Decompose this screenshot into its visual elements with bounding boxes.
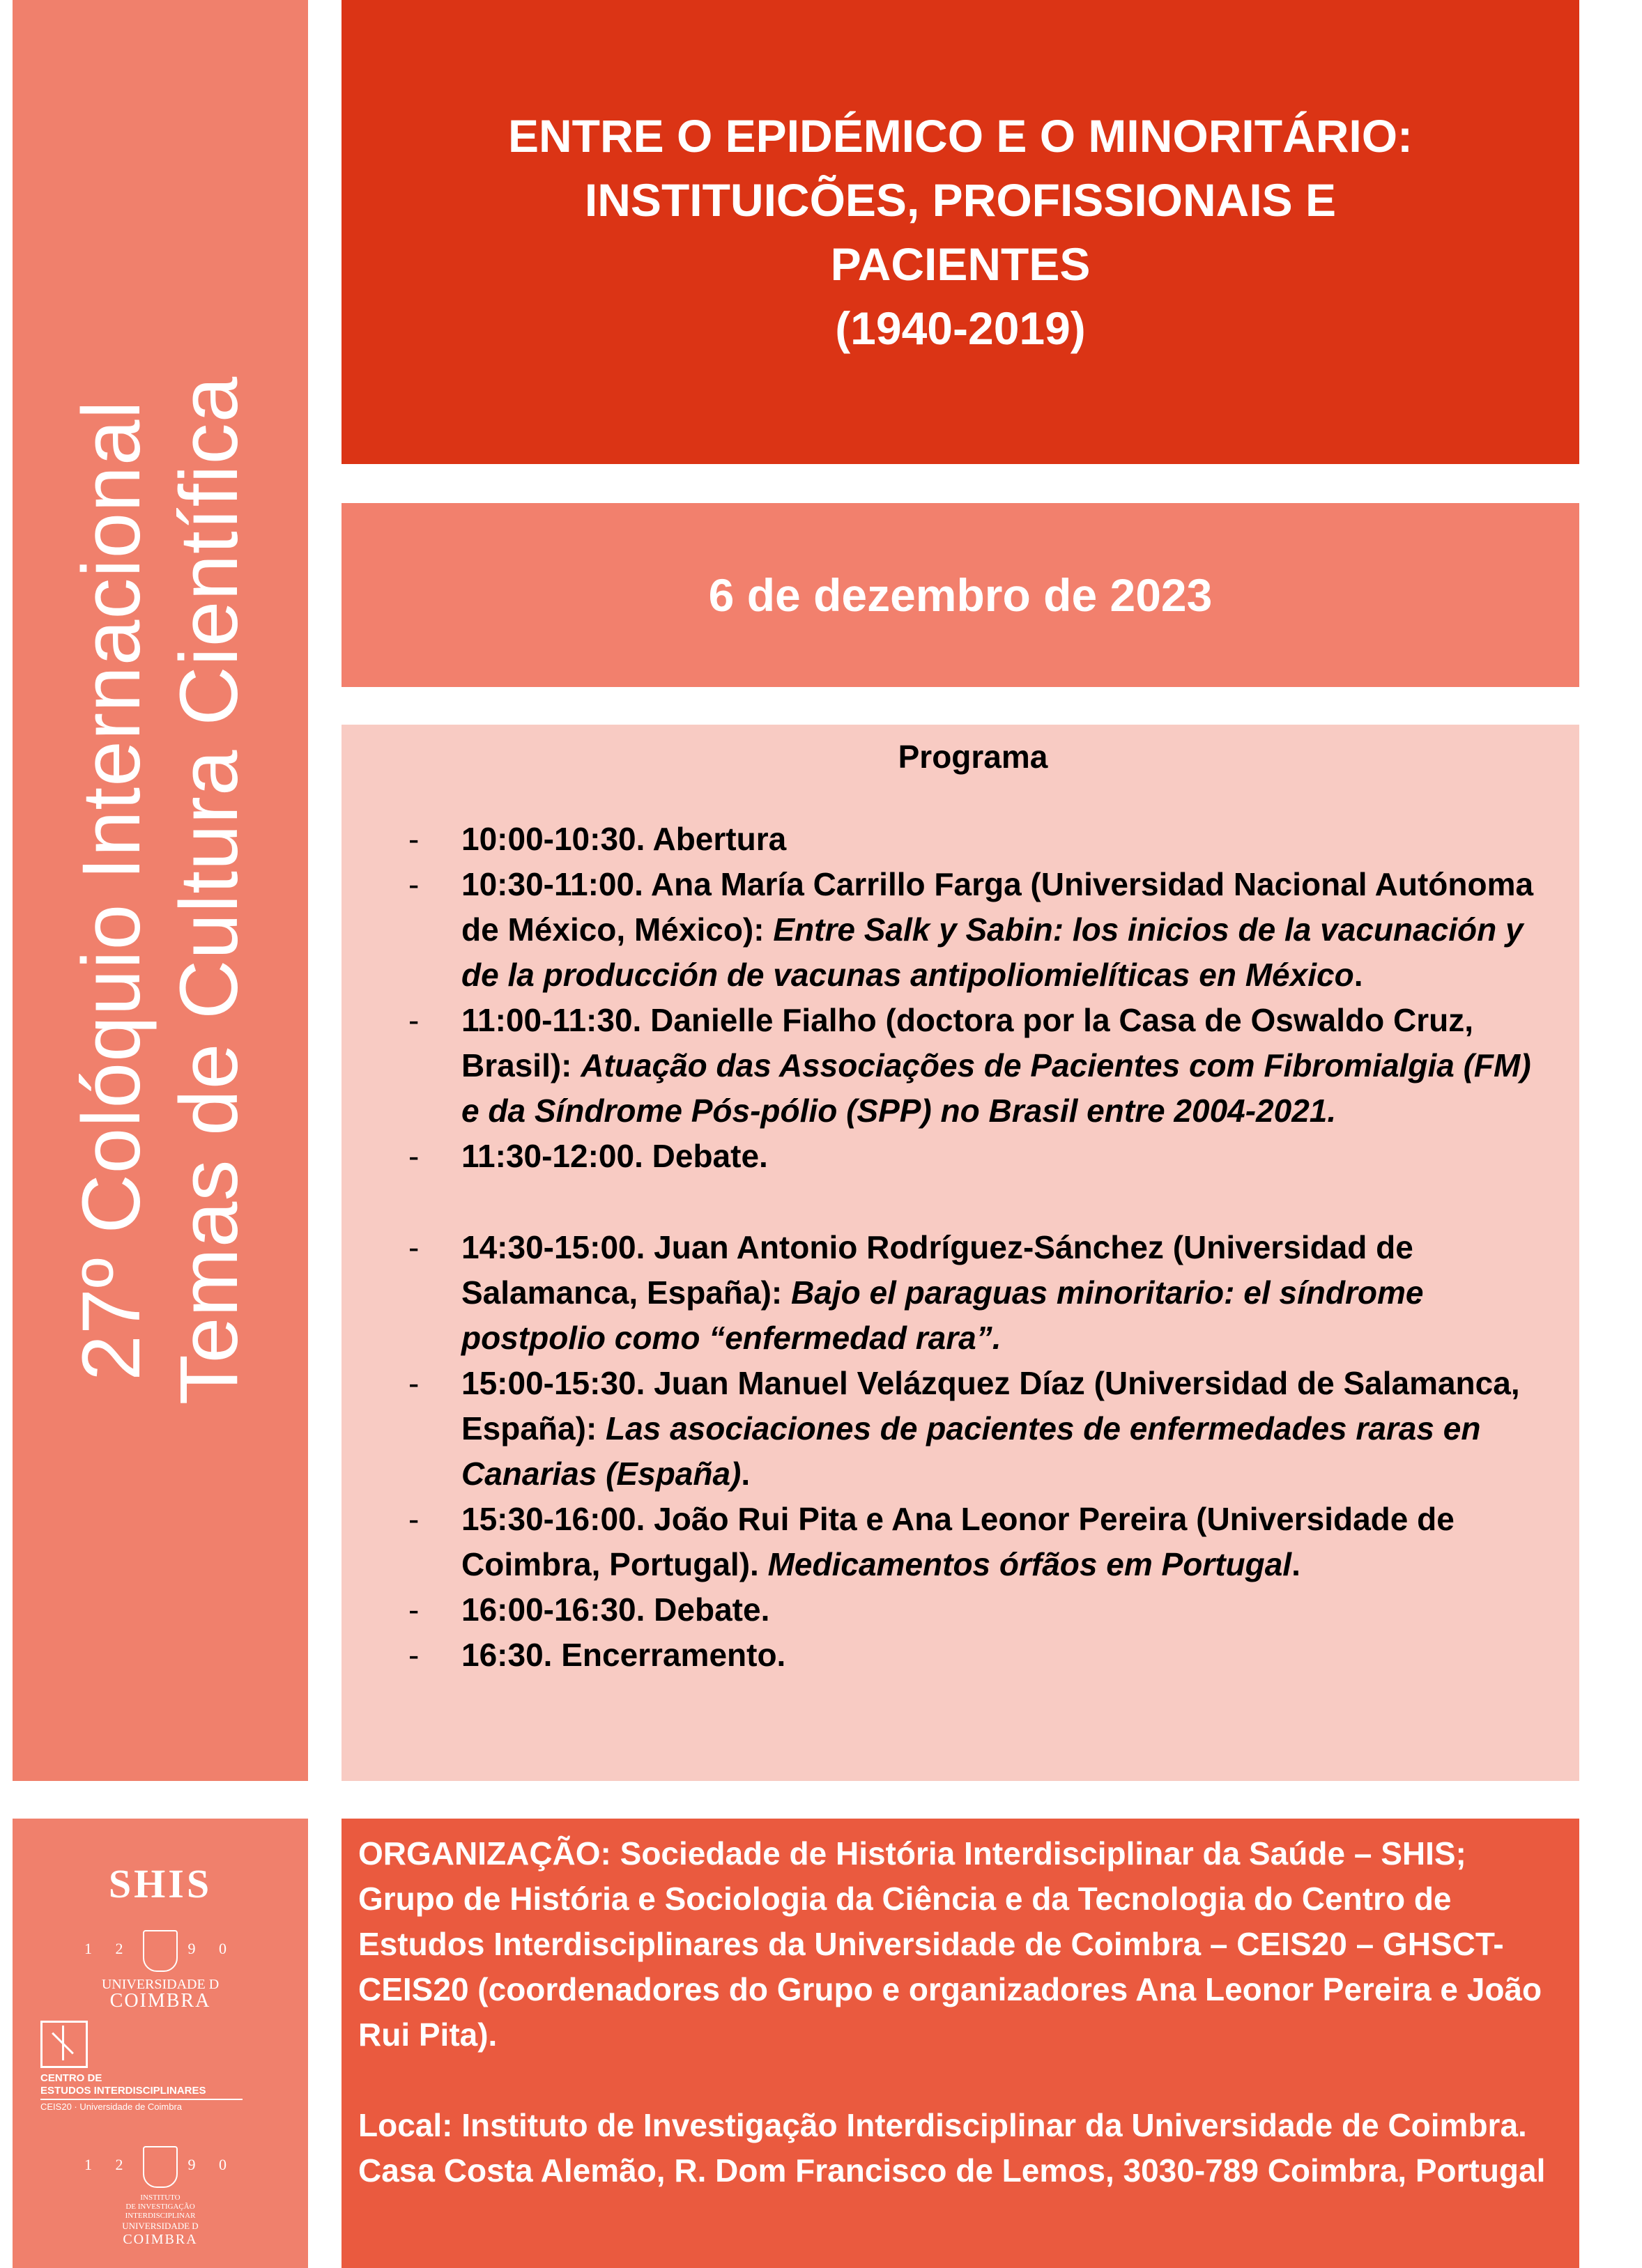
iii-year-right: 9 0 bbox=[187, 2156, 236, 2174]
logos-panel bbox=[13, 1819, 308, 2268]
program-item: - 16:00-16:30. Debate. bbox=[408, 1591, 770, 1628]
colloquium-number: 27º Colóquio Internacional bbox=[66, 400, 158, 1381]
ceis20-logo bbox=[40, 2021, 291, 2112]
location-text: Local: Instituto de Investigação Interdisciplinar da Universidade de Coimbra. Casa Costa Alemão, R. Dom Francisco de Lemos, 3030-789 Coimbra, Portugal bbox=[358, 2107, 1546, 2189]
event-title bbox=[342, 0, 1579, 464]
title-line: (1940-2019) bbox=[835, 302, 1086, 354]
shis-logo: SHIS bbox=[108, 1861, 213, 1906]
uc-year-right: 9 0 bbox=[187, 1940, 236, 1958]
colloquium-theme: Temas de Cultura Científica bbox=[163, 376, 255, 1405]
uc-name-line1: UNIVERSIDADE D bbox=[101, 1977, 220, 1992]
iii-line2: DE INVESTIGAÇÃO bbox=[125, 2203, 195, 2211]
iii-logo bbox=[13, 2146, 308, 2248]
program-item: - 16:30. Encerramento. bbox=[408, 1637, 786, 1673]
ceis-line1: CENTRO DE bbox=[40, 2072, 102, 2084]
colloquium-banner bbox=[13, 0, 308, 1781]
uc-logo bbox=[13, 1930, 308, 2011]
vertical-title bbox=[13, 0, 308, 1781]
ceis-icon bbox=[40, 2021, 88, 2068]
title-line: INSTITUICÕES, PROFISSIONAIS E bbox=[584, 174, 1337, 226]
iii-line3: INTERDISCIPLINAR bbox=[125, 2212, 196, 2220]
organization-section bbox=[342, 1819, 1579, 2268]
title-line: ENTRE O EPIDÉMICO E O MINORITÁRIO: bbox=[507, 110, 1413, 162]
event-date bbox=[342, 503, 1579, 687]
spacer bbox=[408, 1179, 1537, 1225]
crest-icon bbox=[143, 1930, 178, 1972]
crest-icon bbox=[143, 2146, 178, 2188]
uc-year-left: 1 2 bbox=[84, 1940, 133, 1958]
program-list bbox=[408, 817, 1537, 1678]
program-item: - 10:00-10:30. Abertura bbox=[408, 821, 787, 857]
program-heading: Programa bbox=[898, 739, 1048, 775]
iii-year-left: 1 2 bbox=[84, 2156, 133, 2174]
ceis-line3: CEIS20 · Universidade de Coimbra bbox=[40, 2101, 183, 2112]
divider bbox=[40, 2099, 243, 2100]
iii-line4: UNIVERSIDADE D bbox=[122, 2221, 199, 2231]
program-item: - 15:30-16:00. João Rui Pita e Ana Leonor Pereira (Universidade de Coimbra, Portugal). Medicamentos órfãos em Portugal. bbox=[408, 1501, 1455, 1582]
date-text: 6 de dezembro de 2023 bbox=[708, 569, 1213, 621]
iii-line5: COIMBRA bbox=[123, 2232, 198, 2247]
uc-name-line2: COIMBRA bbox=[109, 1990, 211, 2012]
program-item: - 11:00-11:30. Danielle Fialho (doctora por la Casa de Oswaldo Cruz, Brasil): Atuação das Associações de Pacientes com Fibromialgia (FM) e da Síndrome Pós-pólio (SPP) no Brasil entre 2004-2021. bbox=[408, 1002, 1531, 1129]
program-item: - 10:30-11:00. Ana María Carrillo Farga (Universidad Nacional Autónoma de México, México): Entre Salk y Sabin: los inicios de la vacunación y de la producción de vacunas antipoliomielíticas en México. bbox=[408, 866, 1534, 993]
ceis-line2: ESTUDOS INTERDISCIPLINARES bbox=[40, 2085, 206, 2097]
program-item: - 11:30-12:00. Debate. bbox=[408, 1138, 768, 1174]
program-item: - 15:00-15:30. Juan Manuel Velázquez Díaz (Universidad de Salamanca, España): Las asociaciones de pacientes de enfermedades raras en Canarias (España). bbox=[408, 1365, 1520, 1492]
program-item: - 14:30-15:00. Juan Antonio Rodríguez-Sánchez (Universidad de Salamanca, España): Bajo el paraguas minoritario: el síndrome postpolio como “enfermedad rara”. bbox=[408, 1229, 1424, 1356]
program-section bbox=[342, 725, 1579, 1781]
title-line: PACIENTES bbox=[830, 238, 1091, 290]
organization-text: ORGANIZAÇÃO: Sociedade de História Interdisciplinar da Saúde – SHIS; Grupo de História e Sociologia da Ciência e da Tecnologia do Centro de Estudos Interdisciplinares da Universidade de Coimbra – CEIS20 – GHSCT-CEIS20 (coordenadores do Grupo e organizadores Ana Leonor Pereira e João Rui Pita). bbox=[358, 1835, 1542, 2053]
iii-line1: INSTITUTO bbox=[140, 2193, 181, 2202]
